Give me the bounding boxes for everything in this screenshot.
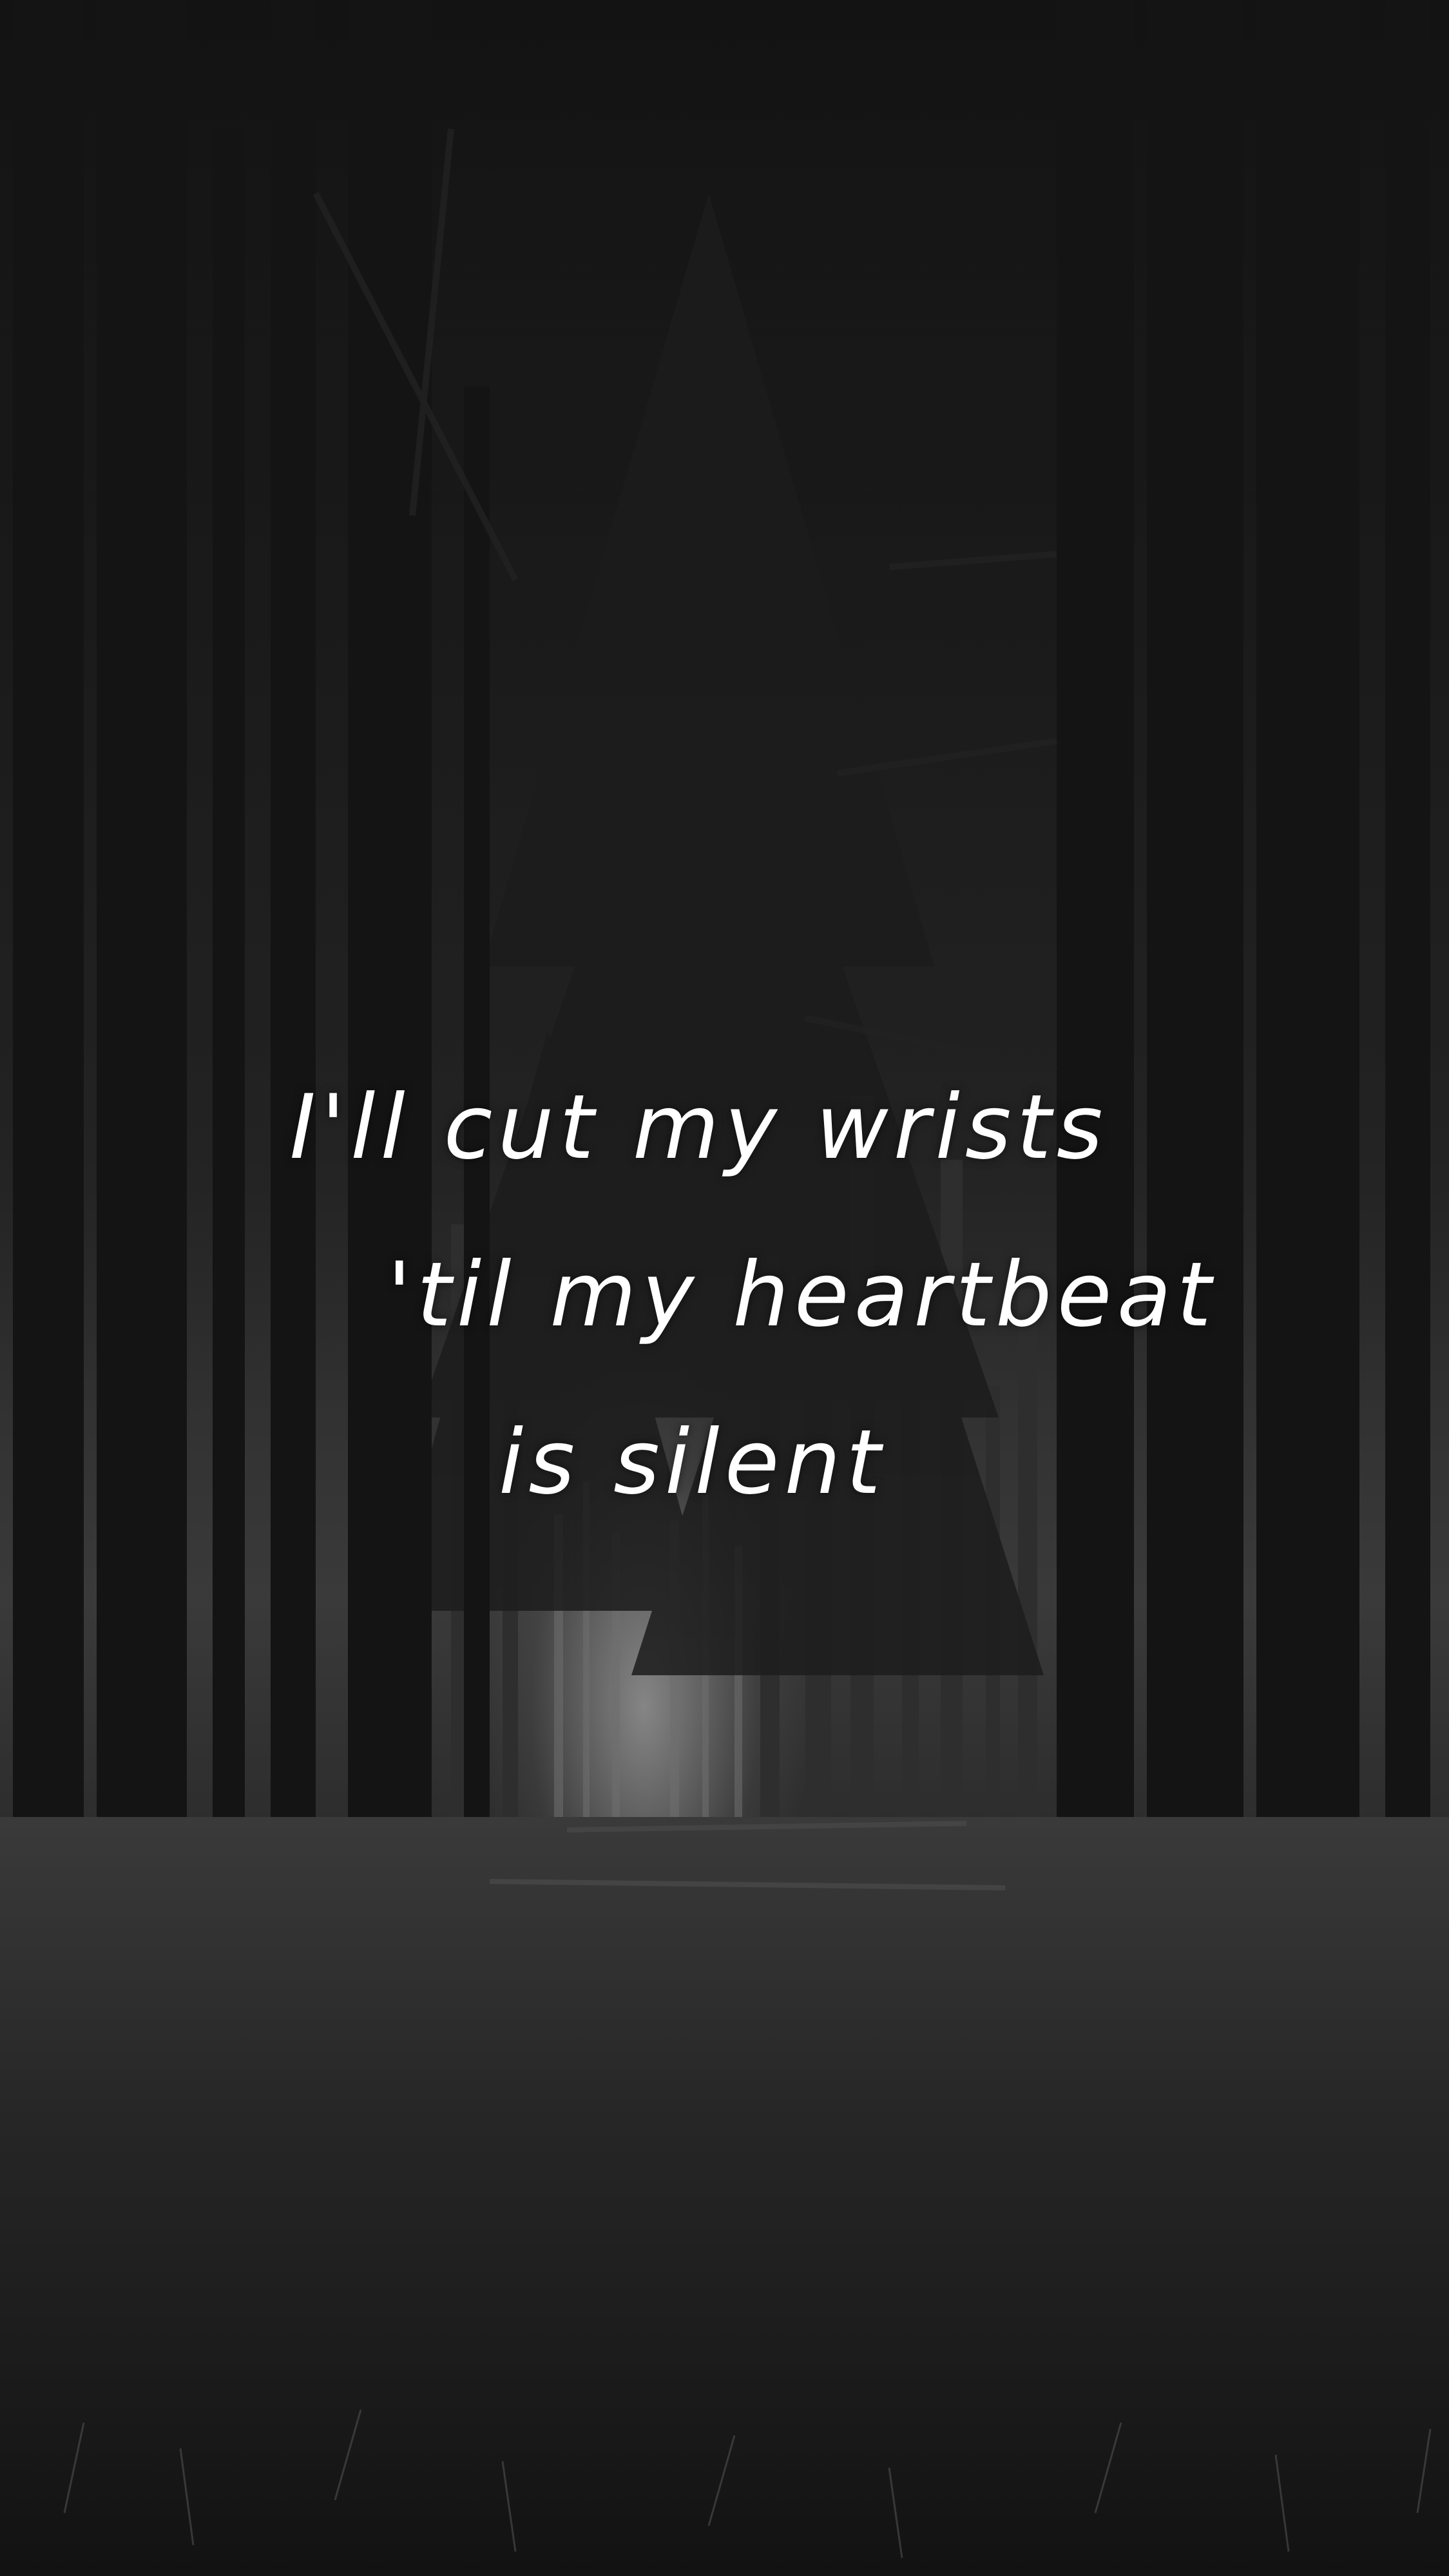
lyric-line-2: 'til my heartbeat	[387, 1243, 1217, 1347]
lyric-line-3: is silent	[498, 1410, 887, 1514]
lyrics-text	[0, 1044, 1449, 1546]
forest-floor	[0, 1817, 1449, 2576]
lyric-line-1: I'll cut my wrists	[289, 1075, 1108, 1179]
